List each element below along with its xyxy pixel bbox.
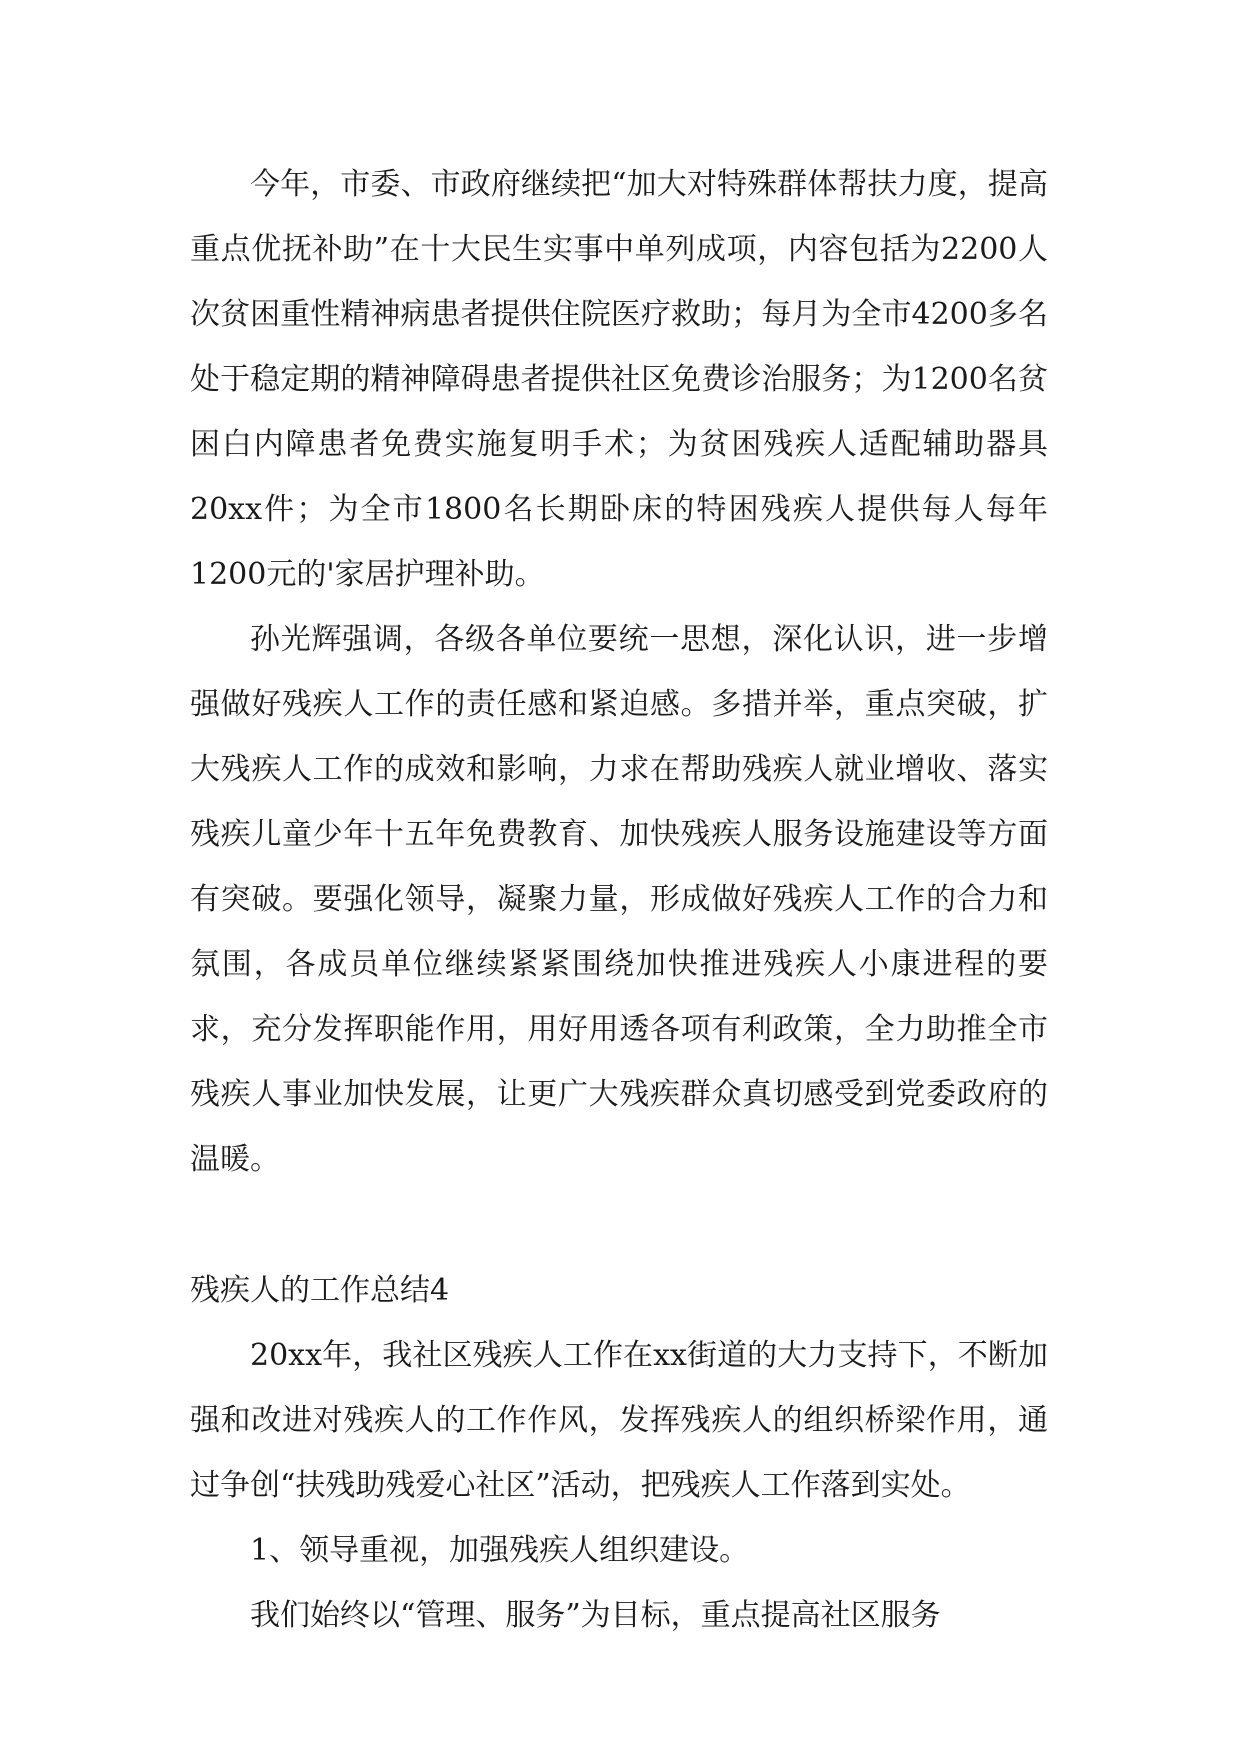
section-heading: 残疾人的工作总结4 <box>190 1273 450 1308</box>
body-paragraph: 我们始终以“管理、服务”为目标，重点提高社区服务 <box>250 1598 941 1633</box>
document-body <box>190 152 1048 1648</box>
body-paragraph: 20xx年，我社区残疾人工作在xx街道的大力支持下，不断加强和改进对残疾人的工作作风，发挥残疾人的组织桥梁作用，通过争创“扶残助残爱心社区”活动，把残疾人工作落到实处。 <box>190 1338 1048 1503</box>
numbered-subheading: 1、领导重视，加强残疾人组织建设。 <box>250 1533 750 1568</box>
body-paragraph: 今年，市委、市政府继续把“加大对特殊群体帮扶力度，提高重点优抚补助”在十大民生实事中单列成项，内容包括为2200人次贫困重性精神病患者提供住院医疗救助；每月为全市4200多名处于稳定期的精神障碍患者提供社区免费诊治服务；为1200名贫困白内障患者免费实施复明手术；为贫困残疾人适配辅助器具20xx件；为全市1800名长期卧床的特困残疾人提供每人每年1200元的'家居护理补助。 <box>190 167 1048 592</box>
body-paragraph: 孙光辉强调，各级各单位要统一思想，深化认识，进一步增强做好残疾人工作的责任感和紧迫感。多措并举，重点突破，扩大残疾人工作的成效和影响，力求在帮助残疾人就业增收、落实残疾儿童少年十五年免费教育、加快残疾人服务设施建设等方面有突破。要强化领导，凝聚力量，形成做好残疾人工作的合力和氛围，各成员单位继续紧紧围绕加快推进残疾人小康进程的要求，充分发挥职能作用，用好用透各项有利政策，全力助推全市残疾人事业加快发展，让更广大残疾群众真切感受到党委政府的温暖。 <box>190 622 1048 1177</box>
